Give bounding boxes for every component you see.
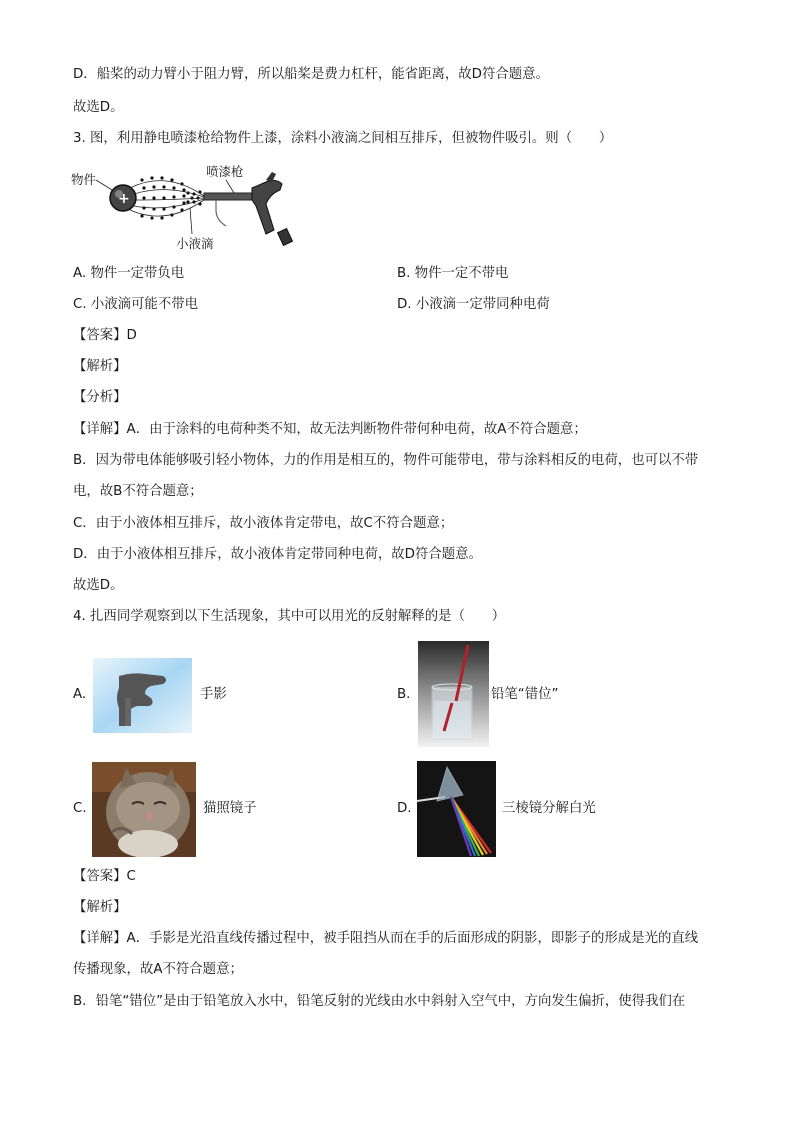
text-line: D．船桨的动力臂小于阻力臂，所以船桨是费力杠杆，能省距离，故D符合题意。 [73,67,549,82]
cat-mirror-image [92,762,196,857]
q4-option-d-text: 三棱镜分解白光 [502,801,596,816]
q4-option-b-text: 铅笔“错位” [491,687,559,702]
q4-option-a-letter[interactable]: A. [73,687,87,702]
q4-option-c-text: 猫照镜子 [203,801,257,816]
gun-handle-tip [278,229,293,246]
text-line: B．因为带电体能够吸引轻小物体，力的作用是相互的，物件可能带电，带与涂料相反的电荷，也可以不带 [73,453,699,468]
question-4-stem: 4. 扎西同学观察到以下生活现象，其中可以用光的反射解释的是（ ） [73,609,506,624]
plus-sign: + [118,191,130,207]
q3-answer: 【答案】D [73,328,137,343]
q3-fenxi-heading: 【分析】 [73,390,127,405]
gun-body [252,180,282,234]
q4-analysis-heading: 【解析】 [73,900,127,915]
text-line: 【详解】A．手影是光沿直线传播过程中，被手阻挡从而在手的后面形成的阴影，即影子的形成是光的直线 [73,931,699,946]
q3-option-d[interactable]: D. 小液滴一定带同种电荷 [397,297,550,312]
q3-analysis-heading: 【解析】 [73,359,127,374]
pencil-in-water-image [418,641,489,747]
text-line: 故选D。 [73,100,124,115]
label-gun: 喷漆枪 [206,164,244,179]
text-line: 传播现象，故A不符合题意； [73,962,243,977]
text-line: B．铅笔“错位”是由于铅笔放入水中，铅笔反射的光线由水中斜射入空气中，方向发生偏折，使得我们在 [73,994,686,1009]
q3-option-a[interactable]: A. 物件一定带负电 [73,266,185,281]
text-line: 【详解】A．由于涂料的电荷种类不知，故无法判断物件带何种电荷，故A不符合题意； [73,422,587,437]
question-3-stem: 3. 图，利用静电喷漆枪给物件上漆，涂料小液滴之间相互排斥，但被物件吸引。则（ ） [73,131,613,146]
spray-gun-figure [66,160,296,256]
text-line: C．由于小液体相互排斥，故小液体肯定带电，故C不符合题意； [73,516,454,531]
text-line: 电，故B不符合题意； [73,484,203,499]
text-line: 故选D。 [73,578,124,593]
gun-nozzle [204,193,254,200]
q3-option-b[interactable]: B. 物件一定不带电 [397,266,509,281]
label-object: 物件 [71,172,97,187]
droplets [140,176,201,219]
q4-option-b-letter[interactable]: B. [397,687,411,702]
q4-answer: 【答案】C [73,869,136,884]
q4-option-d-letter[interactable]: D. [397,801,412,816]
label-droplet: 小液滴 [176,236,214,251]
q4-option-a-text: 手影 [200,687,227,702]
prism-dispersion-image [417,761,496,857]
q3-option-c[interactable]: C. 小液滴可能不带电 [73,297,198,312]
hand-shadow-image [93,658,192,733]
text-line: D．由于小液体相互排斥，故小液体肯定带同种电荷，故D符合题意。 [73,547,482,562]
q4-option-c-letter[interactable]: C. [73,801,87,816]
